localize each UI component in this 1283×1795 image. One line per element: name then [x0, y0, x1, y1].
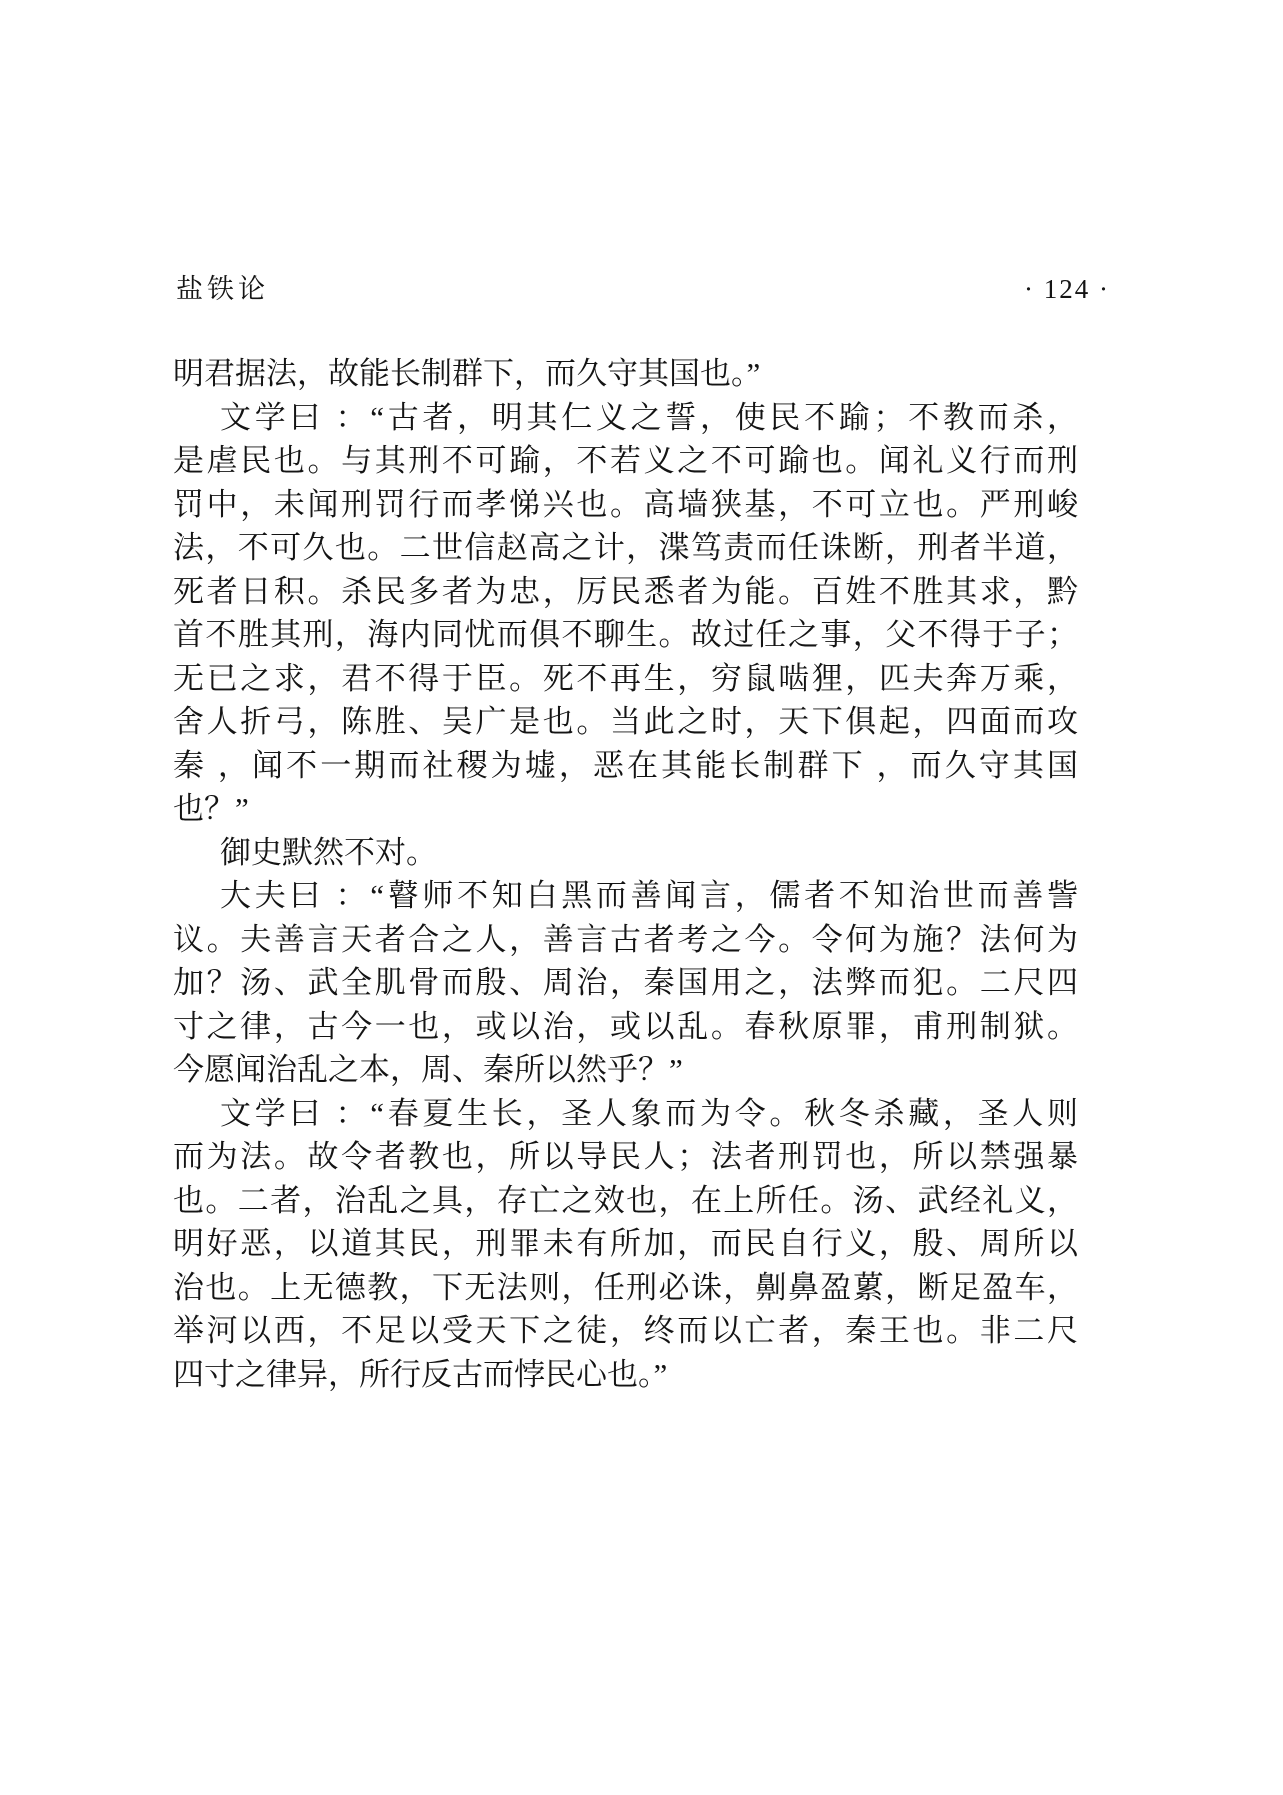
text-line: 寸之律，古今一也，或以治，或以乱。春秋原罪，甫刑制狱。	[173, 1008, 1078, 1044]
page-header	[176, 272, 1110, 306]
text-line: 御史默然不对。	[220, 834, 437, 870]
text-line: 文学曰 ：“古者，明其仁义之誓，使民不踰；不教而杀，	[220, 399, 1078, 435]
text-line: 加？汤、武全肌骨而殷、周治，秦国用之，法弊而犯。二尺四	[173, 965, 1078, 1000]
text-line: 罚中，未闻刑罚行而孝悌兴也。高墙狭基，不可立也。严刑峻	[173, 486, 1078, 522]
text-line: 文学曰 ：“春夏生长，圣人象而为令。秋冬杀藏，圣人则	[220, 1095, 1078, 1131]
text-line: 无已之求，君不得于臣。死不再生，穷鼠啮狸，匹夫奔万乘，	[173, 660, 1078, 696]
text-line: 明好恶，以道其民，刑罪未有所加，而民自行义，殷、周所以	[173, 1226, 1078, 1261]
text-line: 是虐民也。与其刑不可踰，不若义之不可踰也。闻礼义行而刑	[173, 443, 1078, 478]
text-line: 今愿闻治乱之本，周、秦所以然乎？”	[173, 1052, 683, 1087]
text-line: 首不胜其刑，海内同忧而俱不聊生。故过任之事，父不得于子；	[173, 617, 1078, 652]
text-line: 治也。上无德教，下无法则，任刑必诛，劓鼻盈蔂，断足盈车，	[173, 1269, 1078, 1305]
text-line: 大夫曰 ：“瞽师不知白黑而善闻言，儒者不知治世而善訾	[220, 878, 1078, 913]
text-line: 四寸之律异，所行反古而悖民心也。”	[173, 1356, 668, 1392]
text-line: 法，不可久也。二世信赵高之计，渫笃责而任诛断，刑者半道，	[173, 530, 1078, 565]
text-line: 举河以西，不足以受天下之徒，终而以亡者，秦王也。非二尺	[173, 1313, 1078, 1348]
book-title: 盐铁论	[176, 274, 269, 304]
text-line: 死者日积。杀民多者为忠，厉民悉者为能。百姓不胜其求，黔	[173, 573, 1078, 609]
text-line: 也？”	[173, 791, 249, 826]
text-line: 议。夫善言天者合之人，善言古者考之今。令何为施？法何为	[173, 921, 1078, 957]
text-line: 明君据法，故能长制群下，而久守其国也。”	[173, 356, 761, 391]
text-line: 舍人折弓，陈胜、吴广是也。当此之时，天下俱起，四面而攻	[173, 704, 1078, 739]
text-line: 也。二者，治乱之具，存亡之效也，在上所任。汤、武经礼义，	[173, 1182, 1078, 1218]
text-line: 秦 ，闻不一期而社稷为墟，恶在其能长制群下 ，而久守其国	[173, 747, 1078, 783]
page-body	[173, 352, 1078, 1396]
page-number: · 124 ·	[1024, 274, 1110, 304]
text-line: 而为法。故令者教也，所以导民人；法者刑罚也，所以禁强暴	[173, 1139, 1078, 1174]
